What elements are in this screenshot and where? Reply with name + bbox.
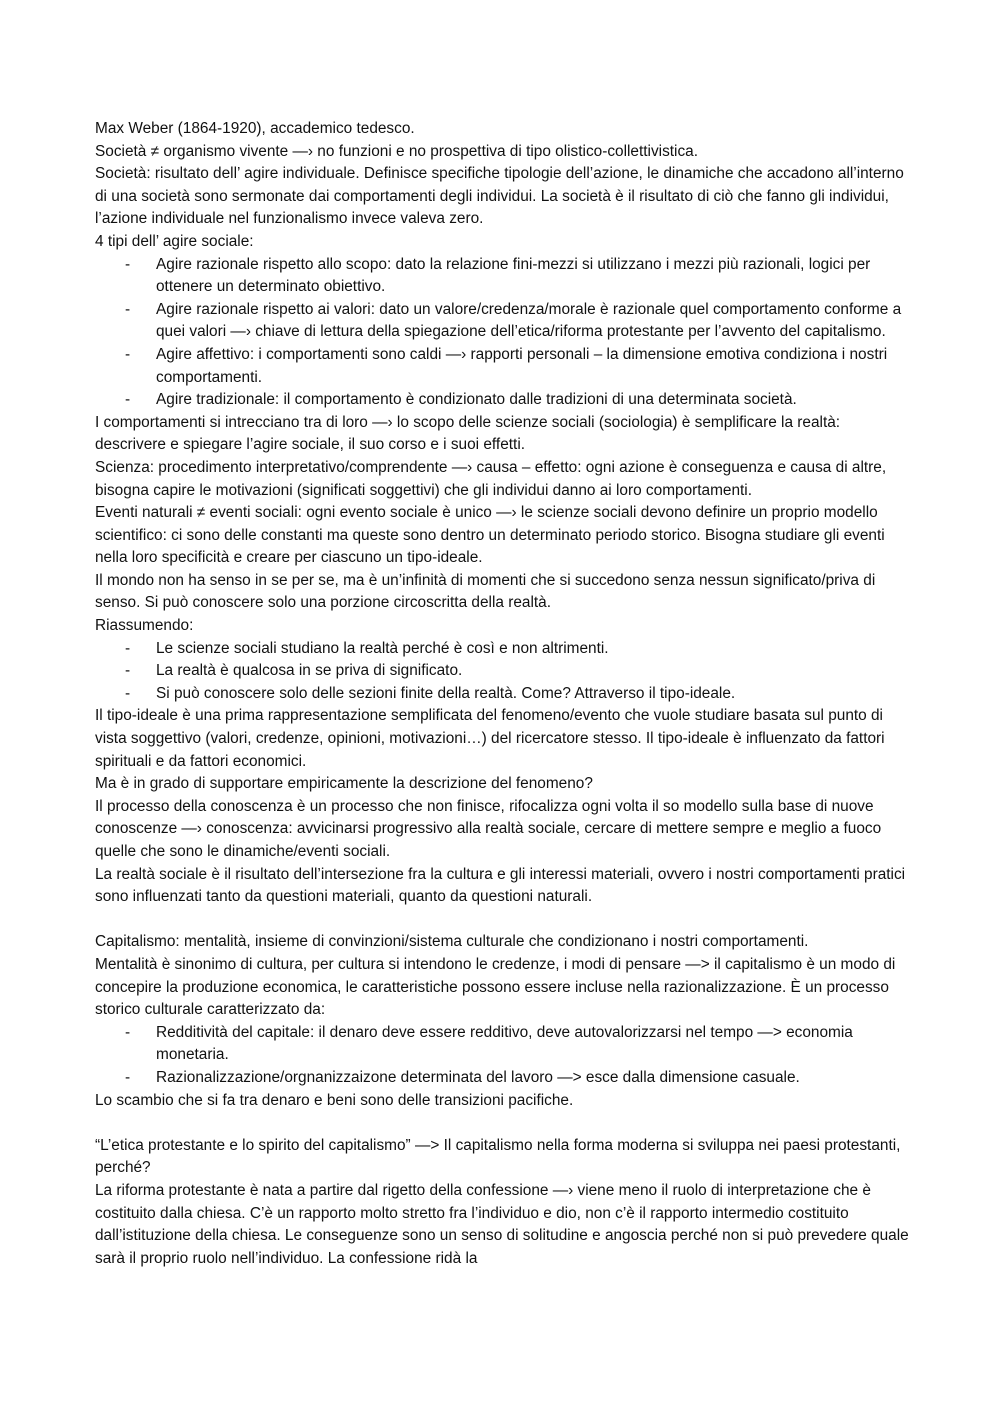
paragraph: Scienza: procedimento interpretativo/comprendente —› causa – effetto: ogni azione è conseguenza e causa di altre, bisogna capire le motivazioni (significati soggettivi) che gli individui danno ai loro comportamenti.: [95, 458, 887, 499]
paragraph: Ma è in grado di supportare empiricamente la descrizione del fenomeno?: [95, 775, 593, 793]
paragraph: Riassumendo:: [95, 617, 194, 635]
list-item: - Le scienze sociali studiano la realtà perché è così e non altrimenti.: [156, 638, 913, 661]
paragraph: Società: risultato dell’ agire individuale. Definisce specifiche tipologie dell’azione, le dinamiche che accadono all’interno di una società sono sermonate dai comportamenti degli individui. La società è il risultato di ciò che fanno gli individui, l’azione individuale nel funzionalismo invece valeva zero.: [95, 165, 904, 228]
list-item: - Agire razionale rispetto ai valori: dato un valore/credenza/morale è razionale quel comportamento conforme a quei valori —› chiave di lettura della spiegazione dell’etica/riforma protestante per l’avvento del capitalismo.: [156, 299, 913, 344]
paragraph: Società ≠ organismo vivente —› no funzioni e no prospettiva di tipo olistico-collettivistica.: [95, 142, 698, 160]
paragraph: 4 tipi dell’ agire sociale:: [95, 232, 254, 250]
list-item: - La realtà è qualcosa in se priva di significato.: [156, 660, 913, 683]
list-item: - Redditività del capitale: il denaro deve essere redditivo, deve autovalorizzarsi nel tempo —> economia monetaria.: [156, 1022, 913, 1067]
paragraph: Capitalismo: mentalità, insieme di convinzioni/sistema culturale che condizionano i nostri comportamenti.: [95, 933, 809, 951]
document-body: [95, 118, 913, 1270]
list-item: - Agire affettivo: i comportamenti sono caldi —› rapporti personali – la dimensione emotiva condiziona i nostri comportamenti.: [156, 344, 913, 389]
list-item: - Si può conoscere solo delle sezioni finite della realtà. Come? Attraverso il tipo-ideale.: [156, 683, 913, 706]
blank-line: [95, 1112, 913, 1135]
bullet-list-agire: [95, 254, 913, 412]
paragraph: Eventi naturali ≠ eventi sociali: ogni evento sociale è unico —› le scienze sociali devono definire un proprio modello scientifico: ci sono delle constanti ma queste sono dentro un determinato periodo storico. Bisogna studiare gli eventi nella loro specificità e creare per ciascuno un tipo-ideale.: [95, 504, 885, 567]
paragraph: I comportamenti si intrecciano tra di loro —› lo scopo delle scienze sociali (sociologia) è semplificare la realtà: descrivere e spiegare l’agire sociale, il suo corso e i suoi effetti.: [95, 413, 841, 454]
bullet-list-capitalismo: [95, 1022, 913, 1090]
paragraph: Il processo della conoscenza è un processo che non finisce, rifocalizza ogni volta il so modello sulla base di nuove conoscenze —› conoscenza: avvicinarsi progressivo alla realtà sociale, cercare di mettere sempre e meglio a fuoco quelle che sono le dinamiche/eventi sociali.: [95, 797, 882, 860]
paragraph: La realtà sociale è il risultato dell’intersezione fra la cultura e gli interessi materiali, ovvero i nostri comportamenti pratici sono influenzati tanto da questioni materiali, quanto da questioni naturali.: [95, 865, 906, 906]
paragraph: “L’etica protestante e lo spirito del capitalismo” —> Il capitalismo nella forma moderna si sviluppa nei paesi protestanti, perché?: [95, 1136, 901, 1177]
paragraph: Mentalità è sinonimo di cultura, per cultura si intendono le credenze, i modi di pensare —> il capitalismo è un modo di concepire la produzione economica, le caratteristiche possono essere incluse nella razionalizzazione. È un processo storico culturale caratterizzato da:: [95, 955, 896, 1019]
paragraph: La riforma protestante è nata a partire dal rigetto della confessione —› viene meno il ruolo di interpretazione che è costituito dalla chiesa. C’è un rapporto molto stretto fra l’individuo e dio, non c’è il rapporto intermedio costituito dall’istituzione della chiesa. Le conseguenze sono un senso di solitudine e angoscia perché non si può prevedere quale sarà il proprio ruolo nell’individuo. La confessione ridà la: [95, 1181, 909, 1267]
paragraph-intro: Max Weber (1864-1920), accademico tedesco.: [95, 120, 415, 137]
paragraph: Il tipo-ideale è una prima rappresentazione semplificata del fenomeno/evento che vuole studiare basata sul punto di vista soggettivo (valori, credenze, opinioni, motivazioni…) del ricercatore stesso. Il tipo-ideale è influenzato da fattori spirituali e da fattori economici.: [95, 707, 885, 770]
list-item: - Agire tradizionale: il comportamento è condizionato dalle tradizioni di una determinata società.: [156, 389, 913, 412]
blank-line: [95, 909, 913, 932]
paragraph: Lo scambio che si fa tra denaro e beni sono delle transizioni pacifiche.: [95, 1091, 574, 1109]
bullet-list-riassumendo: [95, 638, 913, 706]
list-item: - Razionalizzazione/orgnanizzaizone determinata del lavoro —> esce dalla dimensione casuale.: [156, 1067, 913, 1090]
list-item: - Agire razionale rispetto allo scopo: dato la relazione fini-mezzi si utilizzano i mezzi più razionali, logici per ottenere un determinato obiettivo.: [156, 254, 913, 299]
paragraph: Il mondo non ha senso in se per se, ma è un’infinità di momenti che si succedono senza nessun significato/priva di senso. Si può conoscere solo una porzione circoscritta della realtà.: [95, 571, 876, 612]
